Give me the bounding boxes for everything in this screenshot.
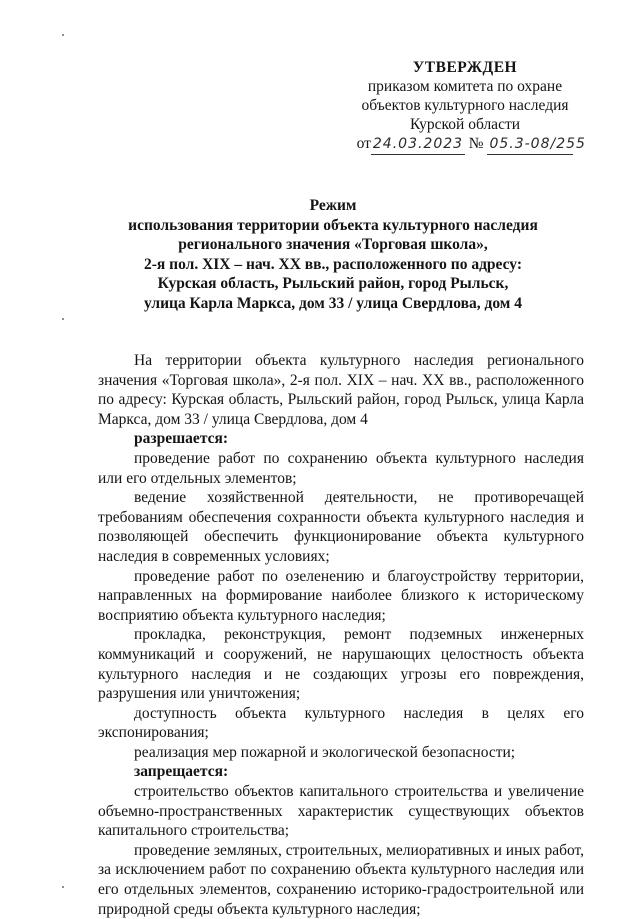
allowed-item: доступность объекта культурного наследия в целях его экспонирования; (98, 704, 584, 742)
approval-line: Курской области (409, 116, 521, 133)
title-line: улица Карла Маркса, дом 33 / улица Свердлова, дом 4 (144, 294, 522, 312)
title-line: 2-я пол. XIX – нач. XX вв., расположенного по адресу: (143, 255, 522, 273)
handwritten-number: 05.3-08/255 (487, 135, 573, 155)
allowed-item: ведение хозяйственной деятельности, не противоречащей требованиям обеспечения сохранности объекта культурного наследия и позволяющей обеспечить функционирование объекта культурного наследия в современных условиях; (98, 489, 584, 565)
scan-speck (62, 34, 64, 36)
approval-line: приказом комитета по охране (367, 78, 563, 95)
allowed-item: реализация мер пожарной и экологической безопасности; (134, 743, 516, 761)
scan-speck (62, 318, 64, 320)
document-body (98, 351, 584, 919)
intro-paragraph: На территории объекта культурного наследия регионального значения «Торговая школа», 2-я пол. XIX – нач. XX вв., расположенного по адресу: Курская область, Рыльский район, город Рыльск, улица Карла Маркса, дом 33 / улица Свердлова, дом 4 (98, 352, 584, 428)
approval-block (330, 58, 600, 155)
scan-speck (62, 886, 64, 888)
allowed-heading: разрешается: (134, 430, 229, 448)
title-line: Режим (309, 197, 357, 214)
prohibited-item: строительство объектов капитального строительства и увеличение объемно-пространственных характеристик существующих объектов капитального строительства; (98, 783, 584, 840)
approval-line: объектов культурного наследия (361, 97, 569, 114)
handwritten-date: 24.03.2023 (371, 135, 465, 155)
title-line: Курская область, Рыльский район, город Рыльск, (157, 275, 509, 293)
title-line: использования территории объекта культурного наследия (128, 216, 538, 234)
prohibited-heading: запрещается: (134, 763, 229, 781)
allowed-item: проведение работ по озеленению и благоустройству территории, направленных на формирование наиболее близкого к историческому восприятию объекта культурного наследия; (98, 567, 584, 624)
allowed-item: прокладка, реконструкция, ремонт подземных инженерных коммуникаций и сооружений, не нарушающих целостность объекта культурного наследия и не создающих угрозы его повреждения, разрушения или уничтожения; (98, 626, 584, 703)
number-prefix: № (468, 135, 484, 152)
title-line: регионального значения «Торговая школа», (178, 236, 488, 254)
approval-date-line (330, 134, 600, 155)
allowed-item: проведение работ по сохранению объекта культурного наследия или его отдельных элементов; (98, 449, 584, 487)
prohibited-item: проведение земляных, строительных, мелиоративных и иных работ, за исключением работ по сохранению объекта культурного наследия или его отдельных элементов, сохранению историко-градостроительной или природной среды объекта культурного наследия; (98, 841, 584, 918)
date-prefix: от (356, 135, 371, 152)
approval-title: УТВЕРЖДЕН (412, 59, 518, 76)
document-title (88, 196, 578, 314)
